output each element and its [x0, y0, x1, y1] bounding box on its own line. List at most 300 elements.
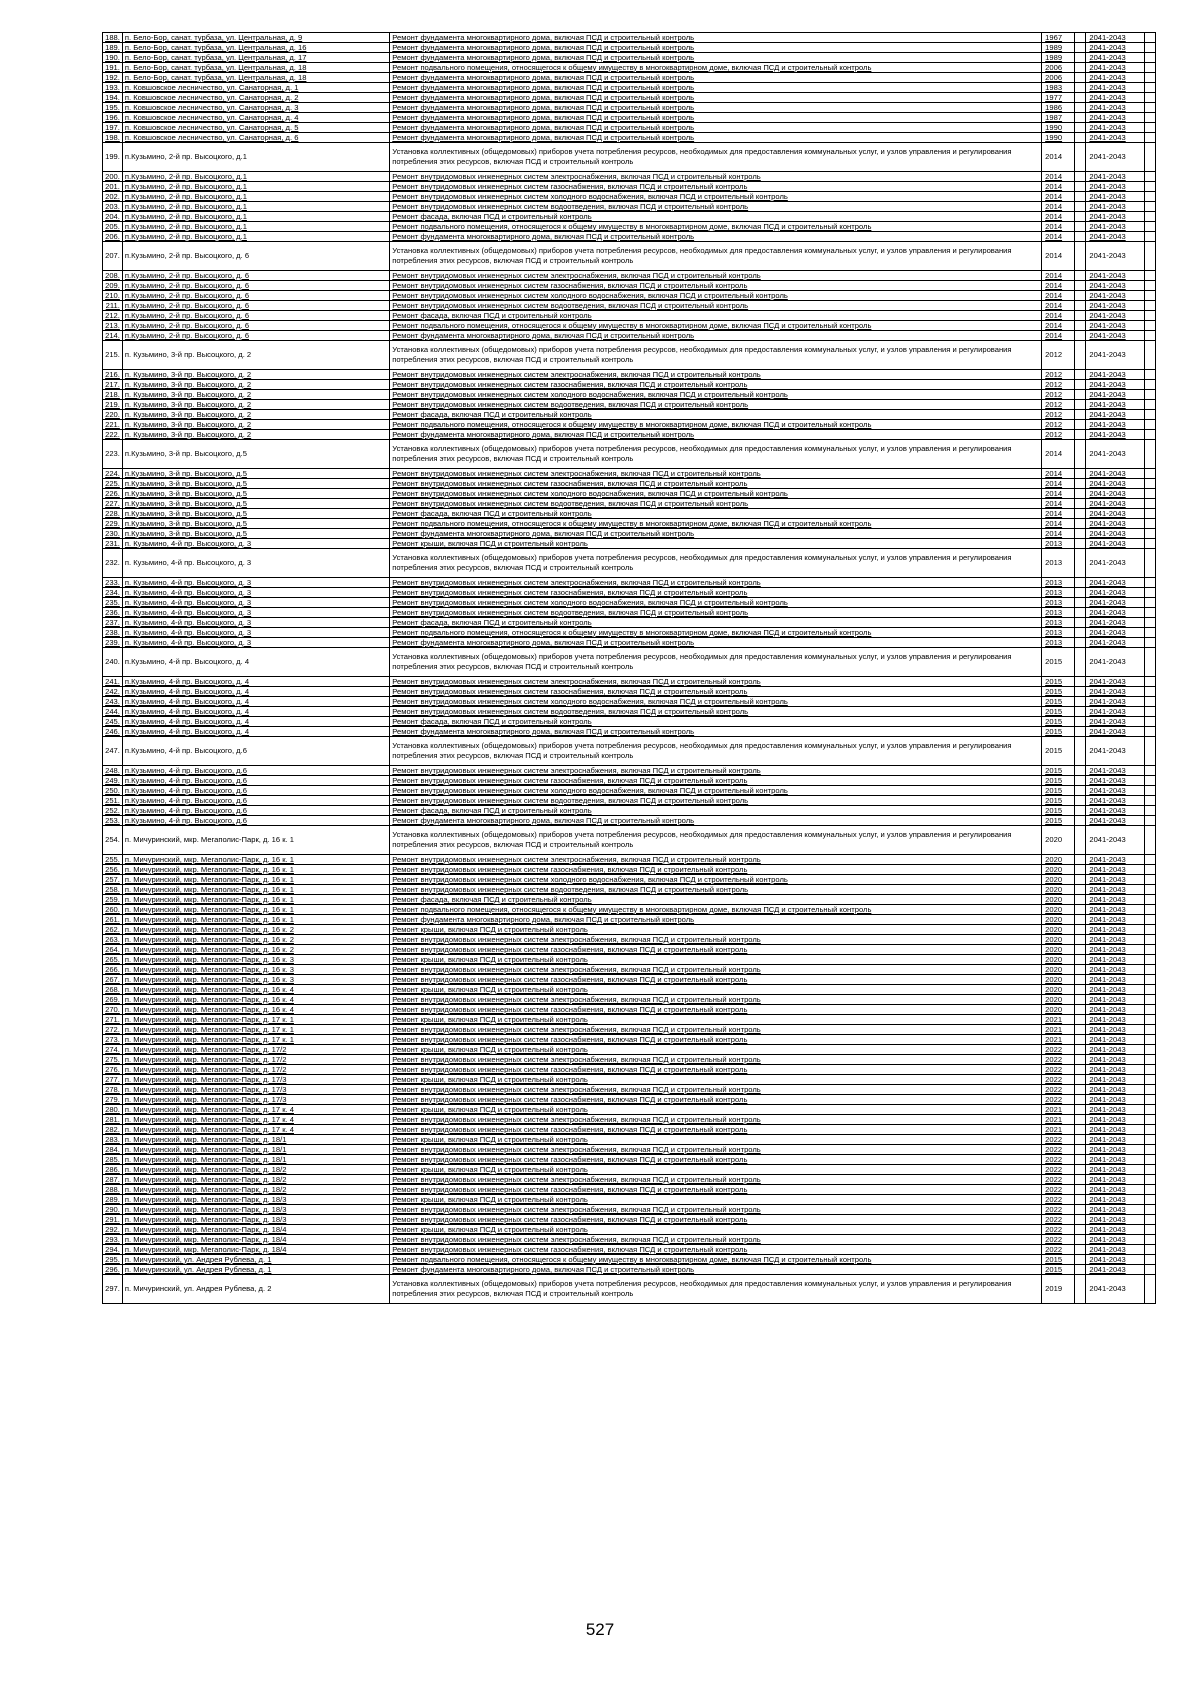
row-number: 261. [103, 915, 123, 925]
year-cell: 2015 [1042, 677, 1075, 687]
empty-cell [1075, 509, 1086, 519]
year-cell: 2013 [1042, 598, 1075, 608]
row-number: 207. [103, 242, 123, 271]
work-type-cell: Ремонт внутридомовых инженерных систем газоснабжения, включая ПСД и строительный контроль [390, 1035, 1042, 1045]
empty-cell [1144, 1125, 1155, 1135]
empty-cell [1144, 281, 1155, 291]
empty-cell [1075, 865, 1086, 875]
row-number: 213. [103, 321, 123, 331]
work-type-cell: Ремонт внутридомовых инженерных систем холодного водоснабжения, включая ПСД и строительный контроль [390, 291, 1042, 301]
period-cell: 2041-2043 [1086, 93, 1145, 103]
work-type-cell: Ремонт фасада, включая ПСД и строительный контроль [390, 806, 1042, 816]
empty-cell [1075, 499, 1086, 509]
period-cell: 2041-2043 [1086, 727, 1145, 737]
empty-cell [1075, 995, 1086, 1005]
address-cell: п.Кузьмино, 3-й пр. Высоцкого, д.5 [122, 529, 389, 539]
row-number: 231. [103, 539, 123, 549]
table-row [103, 707, 1156, 717]
year-cell: 2012 [1042, 370, 1075, 380]
empty-cell [1144, 43, 1155, 53]
row-number: 237. [103, 618, 123, 628]
row-number: 189. [103, 43, 123, 53]
period-cell: 2041-2043 [1086, 271, 1145, 281]
table-row [103, 855, 1156, 865]
work-type-cell: Ремонт фундамента многоквартирного дома, включая ПСД и строительный контроль [390, 113, 1042, 123]
work-type-cell: Ремонт фундамента многоквартирного дома, включая ПСД и строительный контроль [390, 73, 1042, 83]
address-cell: п.Кузьмино, 3-й пр. Высоцкого, д.5 [122, 479, 389, 489]
empty-cell [1075, 380, 1086, 390]
table-row [103, 1245, 1156, 1255]
address-cell: п. Мичуринский, мкр. Мегаполис-Парк, д. 18/4 [122, 1225, 389, 1235]
year-cell: 2020 [1042, 965, 1075, 975]
address-cell: п.Кузьмино, 2-й пр. Высоцкого, д.1 [122, 222, 389, 232]
table-row [103, 975, 1156, 985]
year-cell: 2021 [1042, 1025, 1075, 1035]
row-number: 225. [103, 479, 123, 489]
work-type-cell: Ремонт подвального помещения, относящегося к общему имуществу в многоквартирном доме, включая ПСД и строительный контроль [390, 1255, 1042, 1265]
empty-cell [1144, 776, 1155, 786]
work-type-cell: Ремонт фасада, включая ПСД и строительный контроль [390, 618, 1042, 628]
row-number: 279. [103, 1095, 123, 1105]
year-cell: 2014 [1042, 301, 1075, 311]
period-cell: 2041-2043 [1086, 489, 1145, 499]
empty-cell [1144, 985, 1155, 995]
address-cell: п. Мичуринский, мкр. Мегаполис-Парк, д. 18/1 [122, 1155, 389, 1165]
empty-cell [1075, 1055, 1086, 1065]
work-type-cell: Ремонт внутридомовых инженерных систем электроснабжения, включая ПСД и строительный контроль [390, 370, 1042, 380]
row-number: 296. [103, 1265, 123, 1275]
period-cell: 2041-2043 [1086, 380, 1145, 390]
year-cell: 2013 [1042, 608, 1075, 618]
year-cell: 2012 [1042, 420, 1075, 430]
empty-cell [1075, 1045, 1086, 1055]
row-number: 240. [103, 648, 123, 677]
row-number: 249. [103, 776, 123, 786]
empty-cell [1144, 172, 1155, 182]
period-cell: 2041-2043 [1086, 1265, 1145, 1275]
empty-cell [1144, 1045, 1155, 1055]
address-cell: п. Мичуринский, мкр. Мегаполис-Парк, д. 16 к. 3 [122, 975, 389, 985]
empty-cell [1075, 1075, 1086, 1085]
empty-cell [1075, 855, 1086, 865]
work-type-cell: Ремонт внутридомовых инженерных систем электроснабжения, включая ПСД и строительный контроль [390, 1085, 1042, 1095]
period-cell: 2041-2043 [1086, 855, 1145, 865]
year-cell: 2015 [1042, 707, 1075, 717]
empty-cell [1075, 1205, 1086, 1215]
period-cell: 2041-2043 [1086, 975, 1145, 985]
table-row [103, 776, 1156, 786]
address-cell: п. Мичуринский, мкр. Мегаполис-Парк, д. 16 к. 2 [122, 935, 389, 945]
empty-cell [1075, 549, 1086, 578]
table-row [103, 33, 1156, 43]
year-cell: 2020 [1042, 985, 1075, 995]
address-cell: п. Мичуринский, мкр. Мегаполис-Парк, д. 16 к. 1 [122, 855, 389, 865]
empty-cell [1144, 1115, 1155, 1125]
row-number: 281. [103, 1115, 123, 1125]
address-cell: п.Кузьмино, 3-й пр. Высоцкого, д.5 [122, 509, 389, 519]
year-cell: 2022 [1042, 1095, 1075, 1105]
table-row [103, 420, 1156, 430]
row-number: 227. [103, 499, 123, 509]
period-cell: 2041-2043 [1086, 73, 1145, 83]
period-cell: 2041-2043 [1086, 301, 1145, 311]
empty-cell [1075, 410, 1086, 420]
row-number: 230. [103, 529, 123, 539]
year-cell: 2014 [1042, 212, 1075, 222]
address-cell: п.Кузьмино, 2-й пр. Высоцкого, д. 6 [122, 242, 389, 271]
period-cell: 2041-2043 [1086, 1145, 1145, 1155]
empty-cell [1144, 410, 1155, 420]
empty-cell [1144, 93, 1155, 103]
table-row [103, 509, 1156, 519]
empty-cell [1144, 519, 1155, 529]
period-cell: 2041-2043 [1086, 1245, 1145, 1255]
work-type-cell: Ремонт крыши, включая ПСД и строительный контроль [390, 539, 1042, 549]
address-cell: п.Кузьмино, 4-й пр. Высоцкого, д.6 [122, 806, 389, 816]
address-cell: п.Кузьмино, 2-й пр. Высоцкого, д. 6 [122, 321, 389, 331]
row-number: 295. [103, 1255, 123, 1265]
row-number: 278. [103, 1085, 123, 1095]
empty-cell [1144, 182, 1155, 192]
address-cell: п. Ковшовское лесничество, ул. Санаторная, д. 4 [122, 113, 389, 123]
work-type-cell: Ремонт фундамента многоквартирного дома, включая ПСД и строительный контроль [390, 103, 1042, 113]
year-cell: 2015 [1042, 766, 1075, 776]
row-number: 289. [103, 1195, 123, 1205]
work-type-cell: Ремонт внутридомовых инженерных систем водоотведения, включая ПСД и строительный контроль [390, 202, 1042, 212]
work-type-cell: Ремонт внутридомовых инженерных систем газоснабжения, включая ПСД и строительный контроль [390, 975, 1042, 985]
row-number: 245. [103, 717, 123, 727]
work-type-cell: Ремонт фундамента многоквартирного дома, включая ПСД и строительный контроль [390, 93, 1042, 103]
work-type-cell: Ремонт фундамента многоквартирного дома, включая ПСД и строительный контроль [390, 915, 1042, 925]
work-type-cell: Ремонт внутридомовых инженерных систем газоснабжения, включая ПСД и строительный контроль [390, 865, 1042, 875]
empty-cell [1075, 826, 1086, 855]
work-type-cell: Установка коллективных (общедомовых) приборов учета потребления ресурсов, необходимых для предоставления коммунальных услуг, и узлов управления и регулирования потребления этих ресурсов, включая ПСД и строительный контроль [390, 242, 1042, 271]
table-row [103, 133, 1156, 143]
empty-cell [1144, 73, 1155, 83]
year-cell: 2020 [1042, 865, 1075, 875]
table-row [103, 1125, 1156, 1135]
row-number: 275. [103, 1055, 123, 1065]
period-cell: 2041-2043 [1086, 1215, 1145, 1225]
row-number: 228. [103, 509, 123, 519]
empty-cell [1144, 855, 1155, 865]
empty-cell [1075, 242, 1086, 271]
work-type-cell: Ремонт внутридомовых инженерных систем водоотведения, включая ПСД и строительный контроль [390, 608, 1042, 618]
row-number: 204. [103, 212, 123, 222]
address-cell: п.Кузьмино, 4-й пр. Высоцкого, д.6 [122, 737, 389, 766]
year-cell: 2022 [1042, 1145, 1075, 1155]
period-cell: 2041-2043 [1086, 915, 1145, 925]
year-cell: 2015 [1042, 737, 1075, 766]
row-number: 229. [103, 519, 123, 529]
address-cell: п. Кузьмино, 3-й пр. Высоцкого, д. 2 [122, 400, 389, 410]
period-cell: 2041-2043 [1086, 1005, 1145, 1015]
year-cell: 2020 [1042, 945, 1075, 955]
row-number: 267. [103, 975, 123, 985]
row-number: 202. [103, 192, 123, 202]
table-row [103, 232, 1156, 242]
table-row [103, 499, 1156, 509]
empty-cell [1075, 469, 1086, 479]
year-cell: 1967 [1042, 33, 1075, 43]
table-row [103, 281, 1156, 291]
table-row [103, 479, 1156, 489]
empty-cell [1075, 539, 1086, 549]
row-number: 192. [103, 73, 123, 83]
work-type-cell: Ремонт фундамента многоквартирного дома, включая ПСД и строительный контроль [390, 53, 1042, 63]
empty-cell [1075, 103, 1086, 113]
table-row [103, 806, 1156, 816]
table-row [103, 271, 1156, 281]
work-type-cell: Ремонт фасада, включая ПСД и строительный контроль [390, 717, 1042, 727]
row-number: 236. [103, 608, 123, 618]
address-cell: п.Кузьмино, 2-й пр. Высоцкого, д. 6 [122, 291, 389, 301]
work-type-cell: Ремонт фасада, включая ПСД и строительный контроль [390, 410, 1042, 420]
year-cell: 2014 [1042, 202, 1075, 212]
empty-cell [1075, 390, 1086, 400]
table-row [103, 1055, 1156, 1065]
work-type-cell: Ремонт внутридомовых инженерных систем газоснабжения, включая ПСД и строительный контроль [390, 945, 1042, 955]
address-cell: п. Мичуринский, мкр. Мегаполис-Парк, д. 17/2 [122, 1045, 389, 1055]
period-cell: 2041-2043 [1086, 63, 1145, 73]
address-cell: п.Кузьмино, 4-й пр. Высоцкого, д.6 [122, 776, 389, 786]
empty-cell [1144, 628, 1155, 638]
period-cell: 2041-2043 [1086, 985, 1145, 995]
empty-cell [1144, 311, 1155, 321]
year-cell: 2014 [1042, 311, 1075, 321]
empty-cell [1075, 1155, 1086, 1165]
table-row [103, 489, 1156, 499]
period-cell: 2041-2043 [1086, 598, 1145, 608]
empty-cell [1075, 321, 1086, 331]
empty-cell [1075, 53, 1086, 63]
table-row [103, 143, 1156, 172]
address-cell: п. Кузьмино, 4-й пр. Высоцкого, д. 3 [122, 598, 389, 608]
work-type-cell: Ремонт крыши, включая ПСД и строительный контроль [390, 1225, 1042, 1235]
table-row [103, 717, 1156, 727]
table-row [103, 1005, 1156, 1015]
empty-cell [1144, 1055, 1155, 1065]
address-cell: п.Кузьмино, 2-й пр. Высоцкого, д. 6 [122, 281, 389, 291]
period-cell: 2041-2043 [1086, 222, 1145, 232]
row-number: 193. [103, 83, 123, 93]
year-cell: 2020 [1042, 935, 1075, 945]
year-cell: 2022 [1042, 1055, 1075, 1065]
year-cell: 2006 [1042, 63, 1075, 73]
empty-cell [1075, 370, 1086, 380]
address-cell: п.Кузьмино, 2-й пр. Высоцкого, д. 6 [122, 331, 389, 341]
empty-cell [1144, 717, 1155, 727]
empty-cell [1075, 776, 1086, 786]
period-cell: 2041-2043 [1086, 410, 1145, 420]
table-row [103, 875, 1156, 885]
table-row [103, 380, 1156, 390]
table-row [103, 1045, 1156, 1055]
period-cell: 2041-2043 [1086, 717, 1145, 727]
row-number: 253. [103, 816, 123, 826]
row-number: 220. [103, 410, 123, 420]
work-type-cell: Ремонт внутридомовых инженерных систем электроснабжения, включая ПСД и строительный контроль [390, 1175, 1042, 1185]
empty-cell [1075, 529, 1086, 539]
empty-cell [1144, 1205, 1155, 1215]
address-cell: п. Мичуринский, мкр. Мегаполис-Парк, д. 16 к. 4 [122, 995, 389, 1005]
empty-cell [1075, 133, 1086, 143]
address-cell: п. Мичуринский, ул. Андрея Рублева, д. 2 [122, 1275, 389, 1304]
period-cell: 2041-2043 [1086, 1155, 1145, 1165]
period-cell: 2041-2043 [1086, 1125, 1145, 1135]
year-cell: 2020 [1042, 1005, 1075, 1015]
empty-cell [1075, 400, 1086, 410]
work-type-cell: Ремонт внутридомовых инженерных систем электроснабжения, включая ПСД и строительный контроль [390, 677, 1042, 687]
empty-cell [1075, 479, 1086, 489]
empty-cell [1144, 489, 1155, 499]
year-cell: 2020 [1042, 995, 1075, 1005]
year-cell: 2021 [1042, 1105, 1075, 1115]
year-cell: 2014 [1042, 232, 1075, 242]
work-type-cell: Установка коллективных (общедомовых) приборов учета потребления ресурсов, необходимых для предоставления коммунальных услуг, и узлов управления и регулирования потребления этих ресурсов, включая ПСД и строительный контроль [390, 549, 1042, 578]
row-number: 234. [103, 588, 123, 598]
table-row [103, 63, 1156, 73]
period-cell: 2041-2043 [1086, 875, 1145, 885]
empty-cell [1075, 1215, 1086, 1225]
table-row [103, 865, 1156, 875]
year-cell: 2013 [1042, 588, 1075, 598]
address-cell: п. Мичуринский, мкр. Мегаполис-Парк, д. 18/1 [122, 1145, 389, 1155]
period-cell: 2041-2043 [1086, 925, 1145, 935]
address-cell: п.Кузьмино, 2-й пр. Высоцкого, д. 6 [122, 311, 389, 321]
period-cell: 2041-2043 [1086, 113, 1145, 123]
year-cell: 2021 [1042, 1015, 1075, 1025]
empty-cell [1144, 737, 1155, 766]
period-cell: 2041-2043 [1086, 816, 1145, 826]
table-row [103, 1115, 1156, 1125]
empty-cell [1144, 232, 1155, 242]
empty-cell [1144, 529, 1155, 539]
row-number: 200. [103, 172, 123, 182]
row-number: 291. [103, 1215, 123, 1225]
work-type-cell: Ремонт фундамента многоквартирного дома, включая ПСД и строительный контроль [390, 133, 1042, 143]
period-cell: 2041-2043 [1086, 697, 1145, 707]
work-type-cell: Ремонт крыши, включая ПСД и строительный контроль [390, 1165, 1042, 1175]
address-cell: п. Кузьмино, 4-й пр. Высоцкого, д. 3 [122, 618, 389, 628]
work-type-cell: Ремонт внутридомовых инженерных систем газоснабжения, включая ПСД и строительный контроль [390, 1245, 1042, 1255]
table-row [103, 816, 1156, 826]
work-type-cell: Ремонт фундамента многоквартирного дома, включая ПСД и строительный контроль [390, 638, 1042, 648]
empty-cell [1144, 806, 1155, 816]
year-cell: 2022 [1042, 1135, 1075, 1145]
address-cell: п. Кузьмино, 3-й пр. Высоцкого, д. 2 [122, 430, 389, 440]
work-type-cell: Ремонт внутридомовых инженерных систем холодного водоснабжения, включая ПСД и строительный контроль [390, 875, 1042, 885]
empty-cell [1144, 1275, 1155, 1304]
period-cell: 2041-2043 [1086, 311, 1145, 321]
empty-cell [1144, 638, 1155, 648]
period-cell: 2041-2043 [1086, 885, 1145, 895]
row-number: 274. [103, 1045, 123, 1055]
table-row [103, 618, 1156, 628]
period-cell: 2041-2043 [1086, 806, 1145, 816]
period-cell: 2041-2043 [1086, 370, 1145, 380]
table-row [103, 905, 1156, 915]
year-cell: 2021 [1042, 1115, 1075, 1125]
year-cell: 2022 [1042, 1065, 1075, 1075]
period-cell: 2041-2043 [1086, 1015, 1145, 1025]
address-cell: п. Мичуринский, мкр. Мегаполис-Парк, д. 17 к. 4 [122, 1105, 389, 1115]
row-number: 210. [103, 291, 123, 301]
empty-cell [1075, 1245, 1086, 1255]
table-row [103, 242, 1156, 271]
work-type-cell: Ремонт внутридомовых инженерных систем электроснабжения, включая ПСД и строительный контроль [390, 578, 1042, 588]
address-cell: п. Мичуринский, мкр. Мегаполис-Парк, д. 17/3 [122, 1085, 389, 1095]
period-cell: 2041-2043 [1086, 965, 1145, 975]
work-type-cell: Ремонт внутридомовых инженерных систем водоотведения, включая ПСД и строительный контроль [390, 885, 1042, 895]
period-cell: 2041-2043 [1086, 796, 1145, 806]
row-number: 197. [103, 123, 123, 133]
year-cell: 1977 [1042, 93, 1075, 103]
empty-cell [1144, 1225, 1155, 1235]
year-cell: 2014 [1042, 509, 1075, 519]
table-row [103, 1275, 1156, 1304]
empty-cell [1144, 123, 1155, 133]
work-type-cell: Установка коллективных (общедомовых) приборов учета потребления ресурсов, необходимых для предоставления коммунальных услуг, и узлов управления и регулирования потребления этих ресурсов, включая ПСД и строительный контроль [390, 341, 1042, 370]
empty-cell [1075, 816, 1086, 826]
empty-cell [1075, 885, 1086, 895]
empty-cell [1075, 737, 1086, 766]
work-type-cell: Ремонт внутридомовых инженерных систем электроснабжения, включая ПСД и строительный контроль [390, 855, 1042, 865]
row-number: 243. [103, 697, 123, 707]
row-number: 209. [103, 281, 123, 291]
address-cell: п. Мичуринский, мкр. Мегаполис-Парк, д. 16 к. 1 [122, 905, 389, 915]
table-row [103, 291, 1156, 301]
year-cell: 2015 [1042, 796, 1075, 806]
empty-cell [1144, 1085, 1155, 1095]
address-cell: п. Мичуринский, мкр. Мегаполис-Парк, д. 16 к. 1 [122, 885, 389, 895]
work-type-cell: Ремонт внутридомовых инженерных систем газоснабжения, включая ПСД и строительный контроль [390, 588, 1042, 598]
row-number: 265. [103, 955, 123, 965]
address-cell: п. Мичуринский, мкр. Мегаполис-Парк, д. 18/2 [122, 1185, 389, 1195]
empty-cell [1075, 1225, 1086, 1235]
work-type-cell: Ремонт подвального помещения, относящегося к общему имуществу в многоквартирном доме, включая ПСД и строительный контроль [390, 63, 1042, 73]
address-cell: п. Мичуринский, мкр. Мегаполис-Парк, д. 16 к. 4 [122, 1005, 389, 1015]
work-type-cell: Ремонт внутридомовых инженерных систем холодного водоснабжения, включая ПСД и строительный контроль [390, 489, 1042, 499]
year-cell: 2021 [1042, 1035, 1075, 1045]
empty-cell [1144, 1015, 1155, 1025]
table-row [103, 796, 1156, 806]
address-cell: п. Ковшовское лесничество, ул. Санаторная, д. 3 [122, 103, 389, 113]
empty-cell [1075, 707, 1086, 717]
period-cell: 2041-2043 [1086, 786, 1145, 796]
work-type-cell: Ремонт крыши, включая ПСД и строительный контроль [390, 1045, 1042, 1055]
year-cell: 2014 [1042, 479, 1075, 489]
work-type-cell: Ремонт фасада, включая ПСД и строительный контроль [390, 895, 1042, 905]
row-number: 194. [103, 93, 123, 103]
year-cell: 2020 [1042, 826, 1075, 855]
empty-cell [1144, 895, 1155, 905]
work-type-cell: Ремонт внутридомовых инженерных систем газоснабжения, включая ПСД и строительный контроль [390, 1155, 1042, 1165]
year-cell: 2015 [1042, 727, 1075, 737]
empty-cell [1075, 232, 1086, 242]
address-cell: п. Кузьмино, 4-й пр. Высоцкого, д. 3 [122, 588, 389, 598]
period-cell: 2041-2043 [1086, 509, 1145, 519]
work-type-cell: Ремонт внутридомовых инженерных систем газоснабжения, включая ПСД и строительный контроль [390, 687, 1042, 697]
table-row [103, 697, 1156, 707]
table-row [103, 1105, 1156, 1115]
address-cell: п. Кузьмино, 3-й пр. Высоцкого, д. 2 [122, 380, 389, 390]
work-type-cell: Ремонт внутридомовых инженерных систем электроснабжения, включая ПСД и строительный контроль [390, 995, 1042, 1005]
year-cell: 2014 [1042, 331, 1075, 341]
address-cell: п. Ковшовское лесничество, ул. Санаторная, д. 5 [122, 123, 389, 133]
table-row [103, 737, 1156, 766]
period-cell: 2041-2043 [1086, 192, 1145, 202]
